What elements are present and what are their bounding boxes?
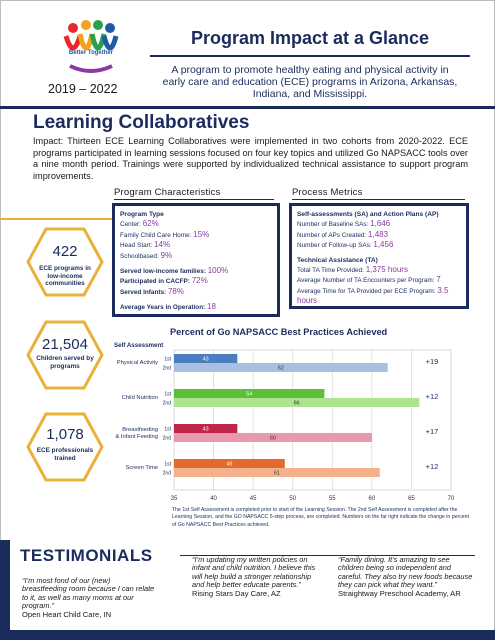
testimonial-source: Open Heart Child Care, IN (22, 609, 112, 619)
series-label: 2nd (162, 365, 171, 372)
stat-hexagon-programs (26, 227, 104, 297)
stat-number: 1,078 (46, 426, 84, 443)
stat-headstart: Head Start: 14% (120, 240, 171, 250)
metric-ta-time: Total TA Time Provided: 1,375 hours (297, 265, 408, 275)
chart-title: Percent of Go NAPSACC Best Practices Achieved (170, 327, 388, 337)
page-subtitle: A program to promote healthy eating and physical activity in early care and education (ECE) programs in Arizona, Arkansas, Indiana, and Mississippi. (162, 64, 458, 100)
category-label: & Infant Feeding (115, 434, 158, 440)
years-label: 2019 – 2022 (48, 82, 118, 96)
page-title: Program Impact at a Glance (190, 28, 430, 48)
testimonial-quote: “I’m updating my written policies on infant and child nutrition. I believe this will help build a stronger relationship and help better educate parents.” (192, 555, 316, 590)
title-rule (150, 55, 470, 57)
metric-ta-average: Average Time for TA Provided per ECE Program: 3.5 hours (297, 285, 449, 306)
bar-value-label: 49 (226, 461, 233, 468)
stat-center: Center: 62% (120, 219, 159, 229)
testimonial-2 (192, 556, 317, 598)
x-tick-label: 45 (249, 496, 257, 502)
testimonial-1 (22, 577, 157, 619)
better-together-logo (58, 20, 124, 76)
program-type-heading: Program Type (120, 211, 164, 218)
header-band (0, 106, 495, 109)
accent-line (0, 218, 112, 220)
change-label: +17 (425, 427, 439, 436)
change-label: +12 (425, 462, 439, 471)
x-tick-label: 55 (328, 496, 336, 502)
testimonial-quote: “Family dining. It’s amazing to see children being so independent and careful. They also try new foods because they can pick what they want.” (338, 555, 473, 590)
process-rule (292, 199, 465, 200)
learning-title: Learning Collaboratives (33, 112, 250, 133)
metric-baseline: Number of Baseline SAs: 1,646 (297, 219, 391, 229)
stat-label: ECE programs in low-income communities (39, 265, 91, 287)
metric-followup: Number of Follow-up SAs: 1,456 (297, 240, 394, 250)
testimonials-title: TESTIMONIALS (20, 546, 153, 565)
footer-band (0, 630, 495, 640)
x-tick-label: 60 (368, 496, 376, 502)
testimonial-3 (338, 556, 473, 598)
program-characteristics-label: Program Characteristics (114, 187, 221, 198)
x-tick-label: 70 (447, 496, 455, 502)
series-label: 1st (164, 461, 171, 468)
stat-lowincome: Served low-income families: 100% (120, 266, 229, 276)
learning-text: Impact: Thirteen ECE Learning Collaboratives were implemented in two cohorts from 2020-2022. ECE programs participated in learning sessions focused on four key topics and utilized Go NAPSACC tools over a nine month period. Trainings were supported by individualized technical assistance to support program improvements. (33, 136, 468, 181)
x-tick-label: 50 (289, 496, 297, 502)
x-tick-label: 40 (210, 496, 217, 502)
corner-band (0, 540, 10, 640)
stat-cacfp: Participated in CACFP: 72% (120, 276, 208, 286)
series-label: 2nd (162, 435, 171, 442)
testimonial-quote: “I’m most fond of our (new) breastfeeding room because I can relate to it, as well as many moms at our program.” (22, 576, 155, 611)
change-label: +19 (425, 357, 439, 366)
series-label: 1st (164, 426, 171, 433)
stat-label: ECE professionals trained (36, 447, 94, 462)
stat-hexagon-children (26, 320, 104, 390)
series-label: 1st (164, 391, 171, 398)
stat-infants: Served Infants: 78% (120, 286, 184, 296)
stat-years: Average Years in Operation: 18 (120, 302, 216, 312)
bar-value-label: 43 (202, 426, 209, 433)
bar-value-label: 61 (273, 470, 280, 477)
stat-number: 422 (52, 243, 78, 260)
metric-ta-encounters: Average Number of TA Encounters per Program: 7 (297, 275, 441, 285)
bar-value-label: 43 (202, 356, 209, 363)
x-tick-label: 35 (170, 496, 178, 502)
section-label: Self Assessment (114, 342, 164, 349)
change-label: +12 (425, 392, 439, 401)
stat-school: Schoolbased: 9% (120, 250, 173, 260)
stat-label: Children served by programs (36, 355, 94, 370)
category-label: Breastfeeding (122, 427, 158, 433)
bar-value-label: 54 (246, 391, 253, 398)
bar-value-label: 66 (293, 400, 300, 407)
program-characteristics-box (112, 203, 280, 317)
ta-heading: Technical Assistance (TA) (297, 256, 378, 264)
series-label: 2nd (162, 470, 171, 477)
series-label: 2nd (162, 400, 171, 407)
bar-value-label: 60 (269, 435, 276, 442)
series-label: 1st (164, 356, 171, 363)
sa-heading: Self-assessments (SA) and Action Plans (AP) (297, 211, 439, 218)
program-rule (114, 199, 274, 200)
x-tick-label: 65 (408, 496, 415, 502)
metric-aps: Number of APs Created: 1,483 (297, 229, 389, 239)
process-metrics-label: Process Metrics (292, 187, 363, 198)
testimonial-source: Straightway Preschool Academy, AR (338, 588, 461, 598)
testimonial-source: Rising Stars Day Care, AZ (192, 588, 281, 598)
logo-text: Better Together (68, 50, 114, 56)
stat-hexagon-professionals (26, 412, 104, 482)
stat-family: Family Child Care Home: 15% (120, 229, 210, 239)
chart-note: The 1st Self Assessment is completed prior to start of the Learning Session. The 2nd Self Assessment is completed after the Learning Session, and the GO NAPSACC 5-step process, are completed. Numbers on the far right indicate the change in percent of Go NAPSACC Best Practices achieved. (172, 507, 470, 528)
category-label: Physical Activity (116, 360, 158, 366)
bar-value-label: 62 (277, 365, 284, 372)
process-metrics-box (289, 203, 469, 309)
category-label: Screen Time (125, 465, 158, 471)
category-label: Child Nutrition (121, 395, 158, 401)
best-practices-chart (112, 340, 477, 508)
stat-number: 21,504 (42, 336, 88, 353)
